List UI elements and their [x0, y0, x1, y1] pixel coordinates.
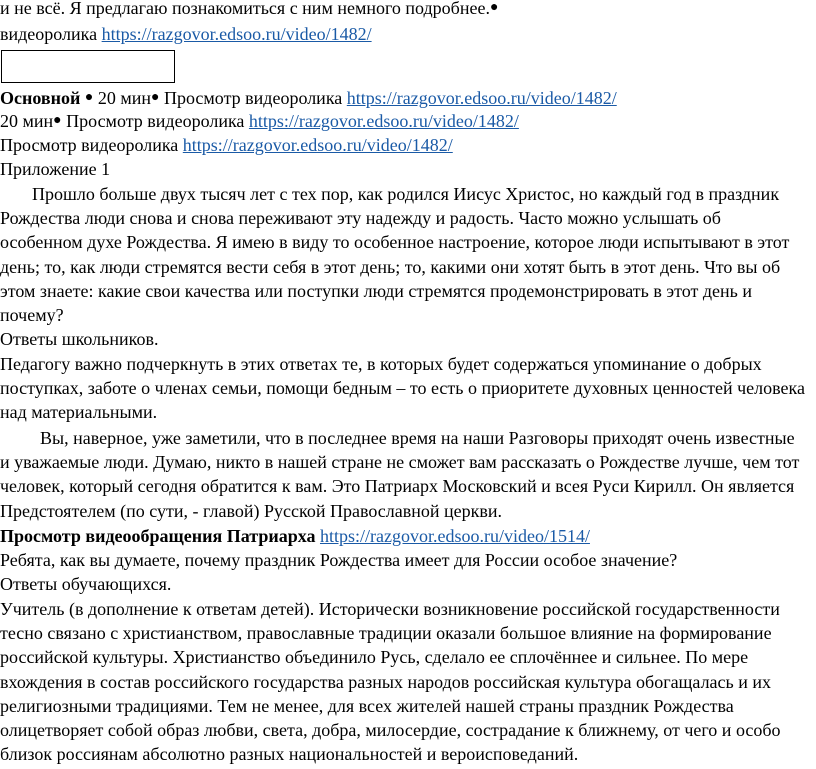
bullet-icon: ●	[489, 0, 499, 15]
video-link-1482[interactable]: https://razgovor.edsoo.ru/video/1482/	[346, 88, 617, 108]
teacher-note-paragraph: Педагогу важно подчеркнуть в этих ответах те, в которых будет содержаться упоминание о добрых поступках, заботе о членах семьи, помощи бедным – то есть о приоритете духовных ценностей человека над материальными.	[0, 354, 805, 423]
appendix-heading	[0, 157, 110, 181]
patriarch-video-line	[0, 524, 590, 548]
video-line-1	[0, 22, 372, 46]
video-label: видеоролика	[0, 24, 102, 44]
video-link-1482[interactable]: https://razgovor.edsoo.ru/video/1482/	[101, 24, 372, 44]
christmas-paragraph: Прошло больше двух тысяч лет с тех пор, как родился Иисус Христос, но каждый год в праздник Рождества люди снова и снова переживают эту надежду и радость. Часто можно услышать об особенном духе Рождества. Я имею в виду то особенное настроение, которое люди испытывают в этот день; то, как люди стремятся вести себя в этот день; то, какими они хотят быть в этот день. Что вы об этом знаете: какие свои качества или поступки люди стремятся продемонстрировать в этот день и почему?	[0, 184, 790, 326]
appendix-label: Приложение 1	[0, 159, 111, 179]
intro-line	[0, 0, 498, 23]
learner-answers-text: Ответы обучающихся.	[0, 574, 172, 594]
view-video-label: Просмотр видеоролика	[159, 88, 347, 108]
video-link-1482[interactable]: https://razgovor.edsoo.ru/video/1482/	[248, 111, 519, 131]
video-link-1514[interactable]: https://razgovor.edsoo.ru/video/1514/	[319, 526, 590, 546]
empty-box	[1, 50, 175, 83]
view-video-label: Просмотр видеоролика	[0, 135, 183, 155]
learner-answers-line	[0, 572, 171, 596]
student-answers-text: Ответы школьников.	[0, 329, 159, 349]
view-video-label: Просмотр видеоролика	[61, 111, 249, 131]
question-line	[0, 548, 677, 572]
bullet-icon: ●	[53, 113, 62, 128]
duration-text: 20 мин	[0, 111, 54, 131]
teacher-addition-paragraph: Учитель (в дополнение к ответам детей). Исторически возникновение российской государственности тесно связано с христианством, православные традиции оказали большое влияние на формирование российской культуры. Христианство объединило Русь, сделало ее сплочённее и сильнее. По мере вхождения в состав российского государства разных народов российская культура обогащалась и их религиозными традициями. Тем не менее, для всех жителей нашей страны праздник Рождества олицетворяет собой образ любви, света, добра, милосердие, сострадание к ближнему, от чего и особо близок россиянам абсолютно разных национальностей и вероисповеданий.	[0, 599, 781, 765]
student-answers-line	[0, 327, 158, 351]
main-section-label: Основной	[0, 88, 81, 108]
duration-line	[0, 109, 519, 136]
patriarch-intro-paragraph: Вы, наверное, уже заметили, что в последнее время на наши Разговоры приходят очень известные и уважаемые люди. Думаю, никто в нашей стране не сможет вам рассказать о Рождестве лучше, чем тот человек, который сегодня обратится к вам. Это Патриарх Московский и всея Руси Кирилл. Он является Предстоятелем (по сути, - главой) Русской Православной церкви.	[0, 428, 800, 521]
question-text: Ребята, как вы думаете, почему праздник Рождества имеет для России особое значение?	[0, 550, 678, 570]
bullet-icon: ●	[84, 90, 94, 105]
duration-text: 20 мин	[93, 88, 152, 108]
patriarch-video-label: Просмотр видеообращения Патриарха	[0, 526, 316, 546]
bullet-icon: ●	[151, 90, 160, 105]
view-video-line	[0, 133, 453, 157]
video-link-1482[interactable]: https://razgovor.edsoo.ru/video/1482/	[182, 135, 453, 155]
intro-text: и не всё. Я предлагаю познакомиться с ним немного подробнее.	[0, 0, 490, 18]
